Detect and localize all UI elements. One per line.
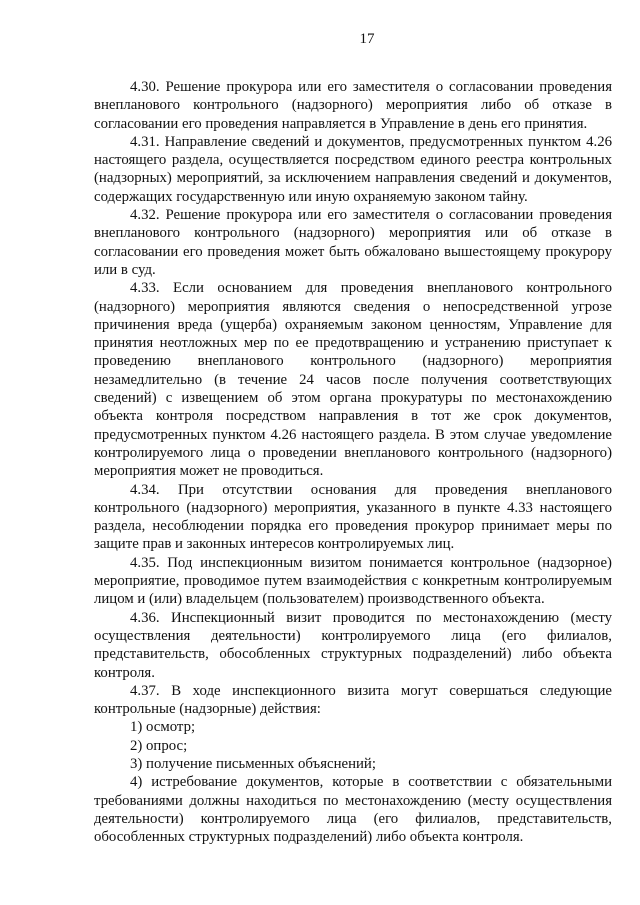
- paragraph-4-34: 4.34. При отсутствии основания для проведения внепланового контрольного (надзорного) мероприятия, указанного в пункте 4.33 настоящего раздела, несоблюдении порядка его проведения прокурор принимает меры по защите прав и законных интересов контролируемых лиц.: [94, 481, 612, 553]
- paragraph-4-32: 4.32. Решение прокурора или его заместителя о согласовании проведения внепланового контрольного (надзорного) мероприятия или об отказе в согласовании его проведения может быть обжаловано вышестоящему прокурору или в суд.: [94, 207, 612, 278]
- paragraph-4-35: 4.35. Под инспекционным визитом понимается контрольное (надзорное) мероприятие, проводимое путем взаимодействия с конкретным контролируемым лицом и (или) владельцем (пользователем) производственного объекта.: [94, 554, 612, 608]
- list-item-documents: 4) истребование документов, которые в соответствии с обязательными требованиями должны находиться по местонахождению (месту осуществления деятельности) контролируемого лица (его филиалов, представительств, обособленных структурных подразделений) либо объекта контроля.: [94, 774, 612, 846]
- paragraph-4-37: 4.37. В ходе инспекционного визита могут совершаться следующие контрольные (надзорные) действия:: [94, 682, 612, 718]
- list-item-explanations: 3) получение письменных объяснений;: [130, 755, 376, 772]
- paragraph-4-31: 4.31. Направление сведений и документов, предусмотренных пунктом 4.26 настоящего раздела, осуществляется посредством единого реестра контрольных (надзорных) мероприятий, за исключением направления сведений и документов, содержащих государственную или иную охраняемую законом тайну.: [94, 133, 612, 205]
- paragraph-4-33: 4.33. Если основанием для проведения внепланового контрольного (надзорного) мероприятия являются сведения о непосредственной угрозе причинения вреда (ущерба) охраняемым законом ценностям, Управление для принятия неотложных мер по ее предотвращению и устранению приступает к проведению внепланового контрольного (надзорного) мероприятия незамедлительно (в течение 24 часов после получения соответствующих сведений) с извещением об этом органа прокуратуры по местонахождению объекта контроля посредством направления в тот же срок документов, предусмотренных пунктом 4.26 настоящего раздела. В этом случае уведомление контролируемого лица о проведении внепланового контрольного (надзорного) мероприятия может не проводиться.: [94, 280, 612, 480]
- document-page: [94, 30, 612, 846]
- page-number: 17: [359, 31, 375, 47]
- list-item-inspection: 1) осмотр;: [130, 719, 196, 736]
- list-item-survey: 2) опрос;: [130, 737, 188, 754]
- paragraph-4-30: 4.30. Решение прокурора или его заместителя о согласовании проведения внепланового контрольного (надзорного) мероприятия либо об отказе в согласовании его проведения направляется в Управление в день его принятия.: [94, 79, 612, 132]
- paragraph-4-36: 4.36. Инспекционный визит проводится по местонахождению (месту осуществления деятельности) контролируемого лица (его филиалов, представительств, обособленных структурных подразделений) либо объекта контроля.: [94, 609, 612, 681]
